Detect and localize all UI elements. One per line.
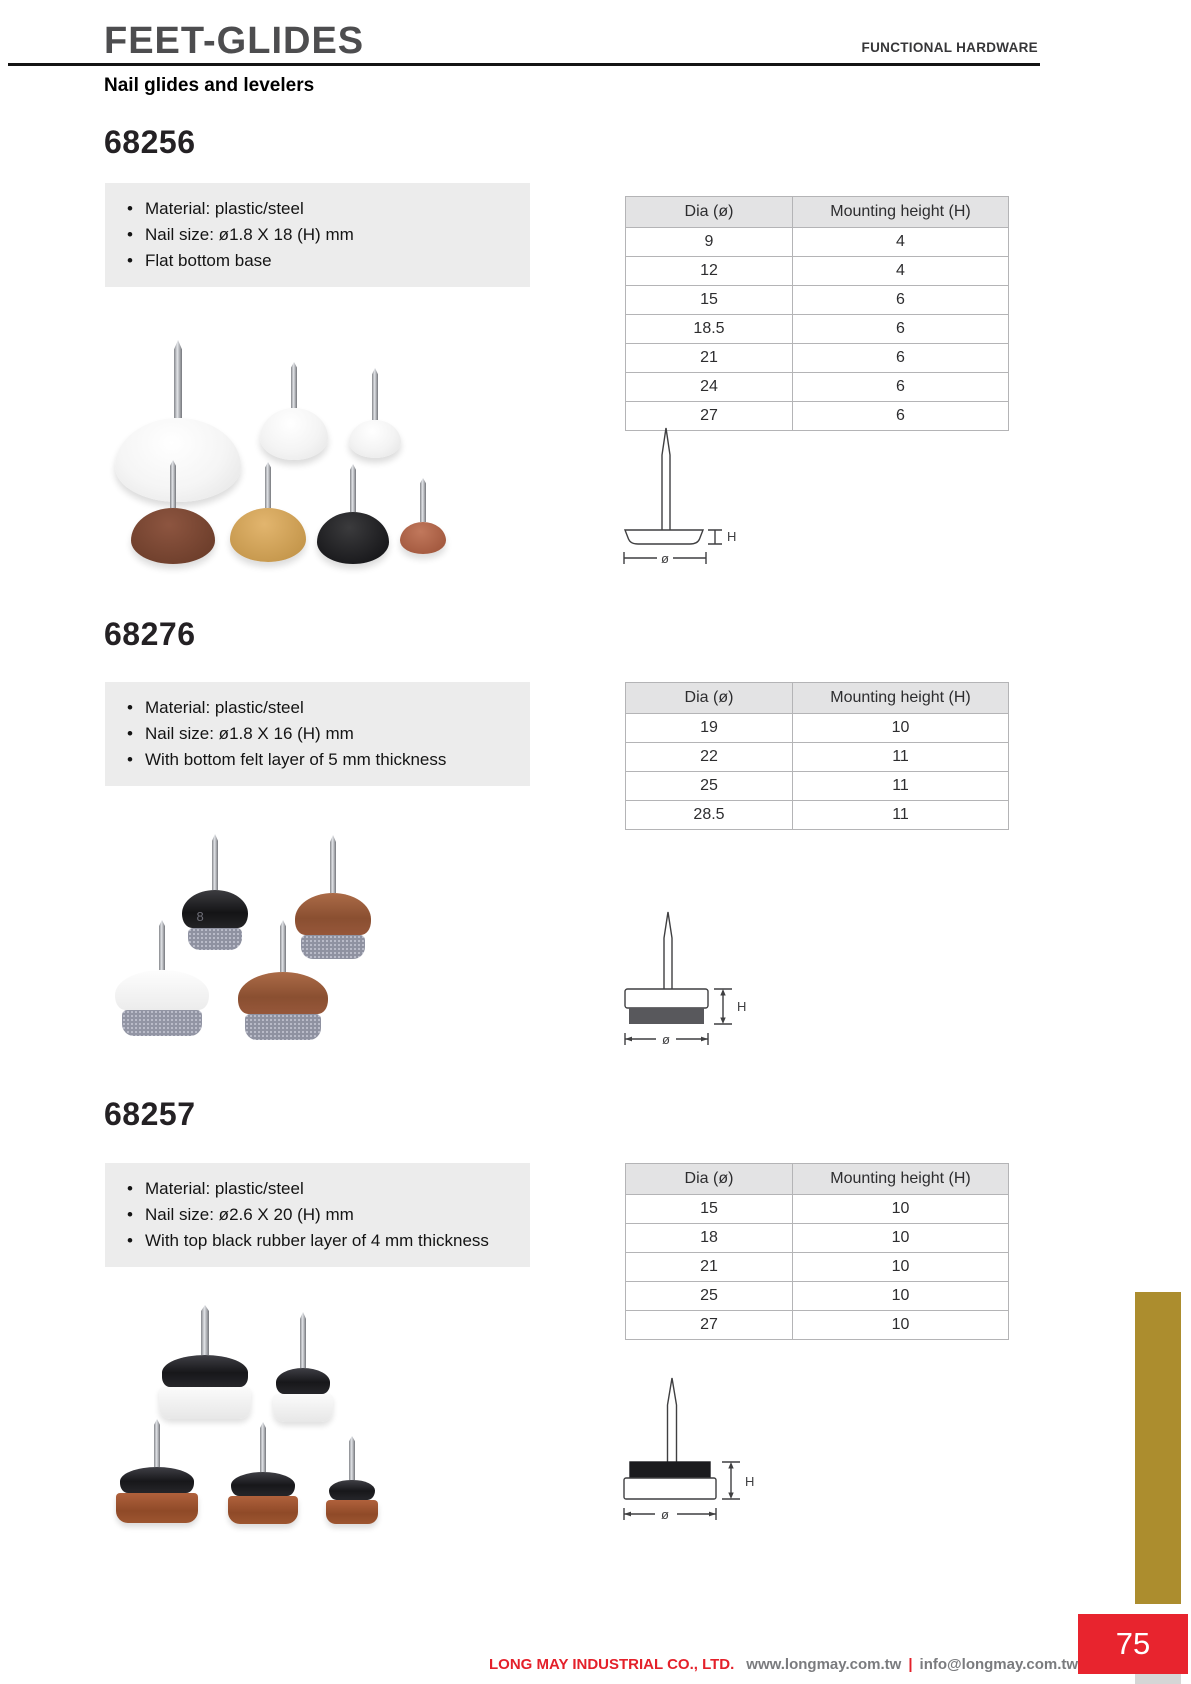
info-box-68276 bbox=[105, 682, 530, 786]
cell-dia: 22 bbox=[626, 743, 793, 772]
cell-dia: 18.5 bbox=[626, 315, 793, 344]
footer bbox=[489, 1656, 1078, 1673]
dim-arrow-up bbox=[728, 1462, 733, 1469]
nail-icon bbox=[350, 464, 356, 512]
dim-diameter-label: ø bbox=[661, 1507, 669, 1522]
cell-height: 6 bbox=[793, 402, 1009, 431]
cell-height: 11 bbox=[793, 743, 1009, 772]
cell-height: 10 bbox=[793, 1224, 1009, 1253]
diagram-base bbox=[624, 1478, 716, 1499]
header-divider bbox=[8, 63, 1040, 66]
dim-arrow-up bbox=[720, 989, 725, 996]
nail-icon bbox=[260, 1422, 266, 1472]
glide-cap bbox=[238, 972, 328, 1014]
dim-diameter-label: ø bbox=[661, 551, 669, 566]
cell-height: 4 bbox=[793, 228, 1009, 257]
nail-icon bbox=[212, 834, 218, 890]
bullet-item: • Material: plastic/steel bbox=[121, 196, 514, 222]
glide-rubber-cap bbox=[120, 1467, 194, 1493]
dim-height-label: H bbox=[745, 1474, 755, 1489]
table-row bbox=[626, 344, 1009, 373]
glide-black bbox=[317, 464, 389, 564]
table-row bbox=[626, 1253, 1009, 1282]
cell-dia: 9 bbox=[626, 228, 793, 257]
glide-cap bbox=[115, 970, 209, 1010]
bullet-item: • Material: plastic/steel bbox=[121, 1176, 514, 1202]
spec-table-68257 bbox=[625, 1163, 1009, 1340]
glide-felt bbox=[245, 1014, 321, 1040]
col-header-height: Mounting height (H) bbox=[793, 683, 1009, 714]
product-photo-68276 bbox=[105, 795, 505, 1045]
cell-height: 6 bbox=[793, 373, 1009, 402]
cell-dia: 18 bbox=[626, 1224, 793, 1253]
dim-arrow-down bbox=[728, 1493, 733, 1500]
glide-terracotta-small bbox=[400, 478, 446, 554]
nail-icon bbox=[349, 1436, 355, 1480]
cell-dia: 15 bbox=[626, 1195, 793, 1224]
cell-height: 10 bbox=[793, 1311, 1009, 1340]
spec-table-68256 bbox=[625, 196, 1009, 431]
glide-brown bbox=[131, 460, 215, 564]
bullet-item: • Material: plastic/steel bbox=[121, 695, 514, 721]
table-header-row bbox=[626, 1164, 1009, 1195]
cell-dia: 24 bbox=[626, 373, 793, 402]
table-header-row bbox=[626, 683, 1009, 714]
cell-height: 6 bbox=[793, 315, 1009, 344]
cell-dia: 25 bbox=[626, 772, 793, 801]
cell-height: 4 bbox=[793, 257, 1009, 286]
glide-rubber-cap bbox=[162, 1355, 248, 1387]
table-row bbox=[626, 228, 1009, 257]
diagram-68256 bbox=[600, 422, 760, 567]
col-header-dia: Dia (ø) bbox=[626, 197, 793, 228]
glide-base bbox=[273, 1394, 333, 1422]
footer-company-name: LONG MAY INDUSTRIAL CO., LTD. bbox=[489, 1656, 735, 1673]
glide-rubber-cap bbox=[276, 1368, 330, 1394]
col-header-dia: Dia (ø) bbox=[626, 683, 793, 714]
glide-rubber-white-large bbox=[159, 1305, 251, 1419]
section-heading-68257: 68257 bbox=[104, 1096, 196, 1132]
table-row bbox=[626, 315, 1009, 344]
dim-arrow-right bbox=[709, 1512, 716, 1517]
cell-dia: 21 bbox=[626, 1253, 793, 1282]
nail-icon bbox=[201, 1305, 209, 1355]
table-row bbox=[626, 286, 1009, 315]
glide-brown-felt-large bbox=[238, 920, 328, 1040]
cell-dia: 12 bbox=[626, 257, 793, 286]
nail-icon bbox=[280, 920, 286, 972]
table-row bbox=[626, 1311, 1009, 1340]
glide-rubber-brown-small bbox=[326, 1436, 378, 1524]
diagram-68276 bbox=[600, 900, 770, 1050]
bullet-list bbox=[121, 695, 514, 773]
page-subtitle: Nail glides and levelers bbox=[104, 75, 315, 96]
cell-dia: 25 bbox=[626, 1282, 793, 1311]
glide-base bbox=[260, 408, 328, 460]
nail-icon bbox=[300, 1312, 306, 1368]
bullet-item: • Nail size: ø1.8 X 18 (H) mm bbox=[121, 222, 514, 248]
page-number: 75 bbox=[1115, 1626, 1151, 1661]
cell-dia: 27 bbox=[626, 1311, 793, 1340]
cell-height: 10 bbox=[793, 1253, 1009, 1282]
diagram-rubber-layer bbox=[630, 1462, 710, 1478]
dim-arrow-left bbox=[624, 1512, 631, 1517]
table-row bbox=[626, 373, 1009, 402]
bullet-list bbox=[121, 196, 514, 274]
cell-height: 6 bbox=[793, 286, 1009, 315]
section-heading-68256: 68256 bbox=[104, 124, 196, 160]
glide-white-small bbox=[349, 368, 401, 458]
footer-separator: | bbox=[908, 1656, 913, 1673]
table-row bbox=[626, 772, 1009, 801]
dim-arrow-down bbox=[720, 1018, 725, 1025]
nail-icon bbox=[372, 368, 378, 420]
glide-rubber-cap bbox=[231, 1472, 295, 1496]
nail-icon bbox=[174, 340, 182, 418]
glide-base bbox=[317, 512, 389, 564]
table-row bbox=[626, 1224, 1009, 1253]
col-header-height: Mounting height (H) bbox=[793, 1164, 1009, 1195]
bullet-item: • With bottom felt layer of 5 mm thickness bbox=[121, 747, 514, 773]
table-row bbox=[626, 743, 1009, 772]
glide-base bbox=[230, 508, 306, 562]
nail-icon bbox=[159, 920, 165, 970]
bullet-item: • Nail size: ø1.8 X 16 (H) mm bbox=[121, 721, 514, 747]
product-photo-68257 bbox=[105, 1290, 515, 1540]
cell-height: 10 bbox=[793, 714, 1009, 743]
dim-height-label: H bbox=[727, 529, 737, 544]
nail-icon bbox=[170, 460, 176, 508]
glide-rubber-cap bbox=[329, 1480, 375, 1500]
cell-dia: 28.5 bbox=[626, 801, 793, 830]
glide-base bbox=[228, 1496, 298, 1524]
page-title: FEET-GLIDES bbox=[104, 20, 365, 62]
height-dimension bbox=[708, 530, 722, 544]
cell-height: 11 bbox=[793, 801, 1009, 830]
table-row bbox=[626, 714, 1009, 743]
page-number-badge bbox=[1078, 1614, 1188, 1674]
cell-dia: 15 bbox=[626, 286, 793, 315]
glide-base bbox=[159, 1387, 251, 1419]
cell-dia: 19 bbox=[626, 714, 793, 743]
nail-icon bbox=[265, 462, 271, 508]
glide-rubber-brown-medium bbox=[228, 1422, 298, 1524]
table-row bbox=[626, 257, 1009, 286]
col-header-dia: Dia (ø) bbox=[626, 1164, 793, 1195]
col-header-height: Mounting height (H) bbox=[793, 197, 1009, 228]
bullet-item: • Flat bottom base bbox=[121, 248, 514, 274]
category-label: FUNCTIONAL HARDWARE bbox=[861, 40, 1038, 55]
glide-felt bbox=[122, 1010, 202, 1036]
glide-base bbox=[400, 522, 446, 554]
table-row bbox=[626, 1282, 1009, 1311]
spec-table-68276 bbox=[625, 682, 1009, 830]
nail-icon bbox=[420, 478, 426, 522]
cell-height: 6 bbox=[793, 344, 1009, 373]
table-header-row bbox=[626, 197, 1009, 228]
section-heading-68276: 68276 bbox=[104, 616, 196, 652]
bullet-list bbox=[121, 1176, 514, 1254]
nail-icon bbox=[330, 835, 336, 893]
glide-tan bbox=[230, 462, 306, 562]
glide-base bbox=[326, 1500, 378, 1524]
footer-contact bbox=[746, 1656, 1078, 1673]
glide-white-felt bbox=[115, 920, 209, 1036]
dim-arrow-left bbox=[625, 1037, 632, 1042]
footer-email-link[interactable]: info@longmay.com.tw bbox=[919, 1656, 1079, 1673]
diagram-68257 bbox=[600, 1365, 775, 1530]
dim-diameter-label: ø bbox=[662, 1032, 670, 1047]
bullet-item: • Nail size: ø2.6 X 20 (H) mm bbox=[121, 1202, 514, 1228]
cell-height: 11 bbox=[793, 772, 1009, 801]
bullet-item: • With top black rubber layer of 4 mm thickness bbox=[121, 1228, 514, 1254]
diagram-base bbox=[625, 989, 708, 1008]
table-row bbox=[626, 1195, 1009, 1224]
cell-dia: 27 bbox=[626, 402, 793, 431]
glide-base bbox=[116, 1493, 198, 1523]
nail-icon bbox=[154, 1419, 160, 1467]
info-box-68257 bbox=[105, 1163, 530, 1267]
info-box-68256 bbox=[105, 183, 530, 287]
cell-height: 10 bbox=[793, 1195, 1009, 1224]
diagram-nail bbox=[664, 912, 672, 989]
cell-dia: 21 bbox=[626, 344, 793, 373]
diagram-nail bbox=[668, 1378, 677, 1462]
footer-website-link[interactable]: www.longmay.com.tw bbox=[746, 1656, 902, 1673]
glide-base bbox=[131, 508, 215, 564]
cap-marking: 8 bbox=[196, 909, 204, 924]
gold-side-band bbox=[1135, 1292, 1181, 1604]
diagram-base bbox=[625, 530, 703, 544]
cell-height: 10 bbox=[793, 1282, 1009, 1311]
dim-arrow-right bbox=[701, 1037, 708, 1042]
diameter-dimension bbox=[624, 1508, 716, 1520]
glide-white-medium bbox=[260, 362, 328, 460]
diagram-felt-layer bbox=[629, 1008, 704, 1024]
table-row bbox=[626, 801, 1009, 830]
glide-base bbox=[349, 420, 401, 458]
product-photo-68256 bbox=[105, 300, 505, 565]
glide-rubber-brown-large bbox=[116, 1419, 198, 1523]
dim-height-label: H bbox=[737, 999, 747, 1014]
glide-rubber-white-small bbox=[273, 1312, 333, 1422]
diagram-nail bbox=[662, 428, 670, 530]
nail-icon bbox=[291, 362, 297, 408]
gray-side-band bbox=[1135, 1674, 1181, 1684]
